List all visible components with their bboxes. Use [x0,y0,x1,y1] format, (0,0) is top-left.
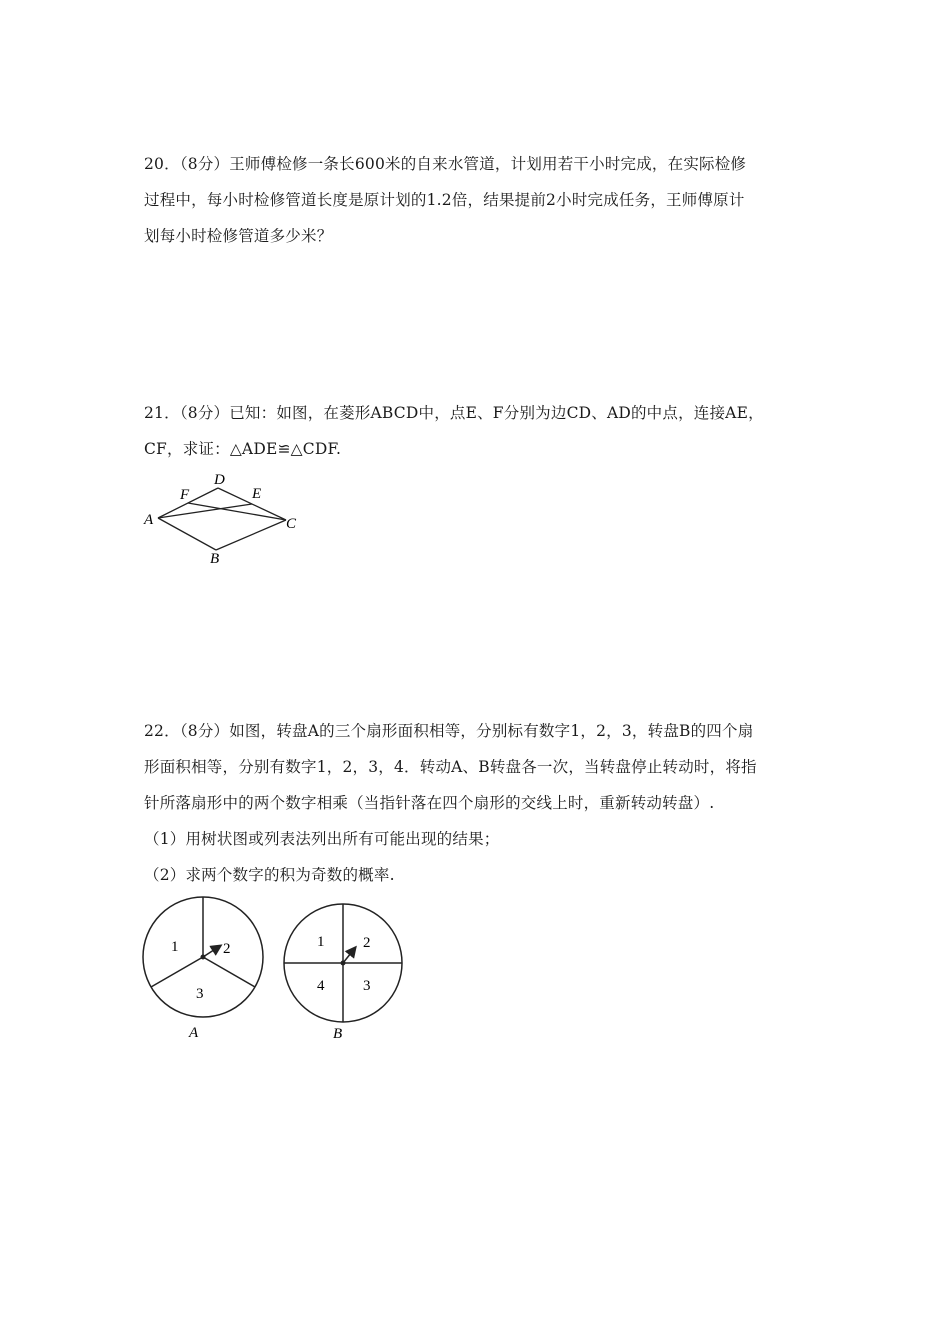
label-a: A [144,512,154,528]
spinner-b-label: B [333,1026,343,1042]
spinner-b-sector-3: 3 [363,978,371,994]
q20-line-2: 过程中，每小时检修管道长度是原计划的1.2倍，结果提前2小时完成任务，王师傅原计 [144,191,745,209]
spinner-a-sector-2: 2 [223,941,231,957]
spinner-b-sector-2: 2 [363,935,371,951]
spinner-b-sector-1: 1 [317,934,325,950]
spinner-figure [135,890,415,1050]
label-f: F [180,487,190,503]
edge-ba [158,518,216,550]
q20-line-3: 划每小时检修管道多少米？ [144,227,333,245]
spinner-a-sector-1: 1 [171,939,179,955]
q22-line-5: （2）求两个数字的积为奇数的概率. [144,866,395,884]
q22-line-4: （1）用树状图或列表法列出所有可能出现的结果； [144,830,500,848]
edge-cb [216,520,286,550]
spinner-a-sector-3: 3 [196,986,204,1002]
rhombus-figure [140,468,310,568]
q20-line-1: 20．（8分）王师傅检修一条长600米的自来水管道，计划用若干小时完成，在实际检修 [144,155,747,173]
q22-line-1: 22．（8分）如图，转盘A的三个扇形面积相等，分别标有数字1，2，3，转盘B的四个扇 [144,722,754,740]
label-e: E [252,486,262,502]
q21-line-2: CF，求证：△ADE≌△CDF. [144,440,342,458]
label-b: B [210,551,220,567]
spinner-a-center [201,955,206,960]
q21-line-1: 21．（8分）已知：如图，在菱形ABCD中，点E、F分别为边CD、AD的中点，连接AE， [144,404,764,422]
q22-line-2: 形面积相等，分别有数字1，2，3，4．转动A、B转盘各一次，当转盘停止转动时，将指 [144,758,757,776]
q22-line-3: 针所落扇形中的两个数字相乘（当指针落在四个扇形的交线上时，重新转动转盘）. [144,794,715,812]
label-d: D [214,472,225,488]
spinner-b-center [341,961,346,966]
spinner-b-sector-4: 4 [317,978,325,994]
label-c: C [286,516,297,532]
spinner-a-label: A [189,1025,199,1041]
